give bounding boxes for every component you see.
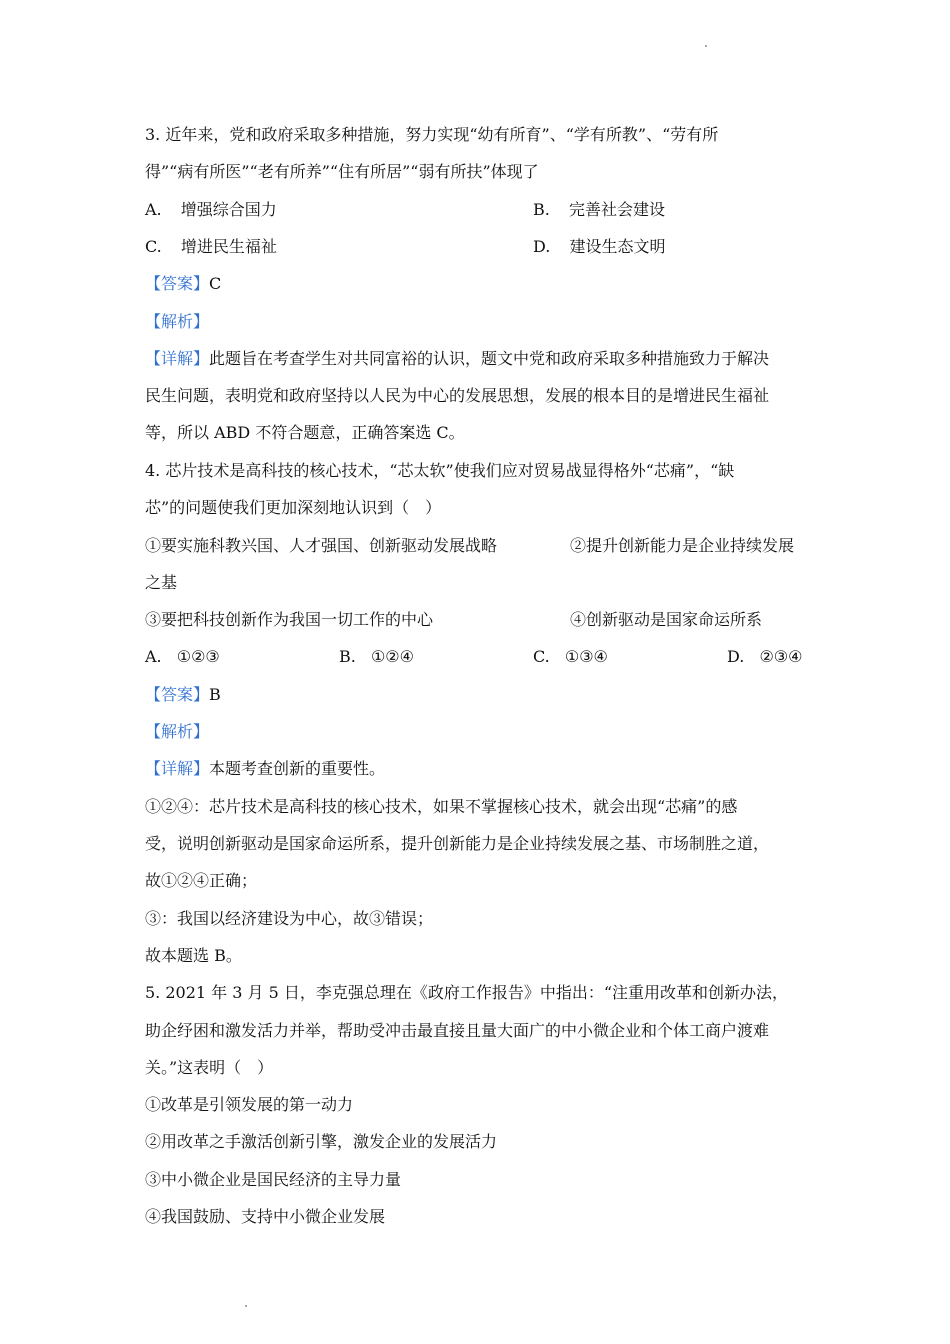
- q3-option-b: B. 完善社会建设: [533, 200, 665, 219]
- q4-option-b: B. ①②④: [339, 647, 414, 666]
- q4-answer: [145, 684, 221, 706]
- q4-option-c: C. ①③④: [533, 647, 608, 666]
- q3-detail-line-2: 民生问题，表明党和政府坚持以人民为中心的发展思想，发展的根本目的是增进民生福祉: [145, 386, 770, 405]
- q3-answer: [145, 273, 221, 295]
- q5-stem-line-2: 助企纾困和激发活力并举，帮助受冲击最直接且量大面广的中小微企业和个体工商户渡难: [145, 1021, 770, 1040]
- detail-tag: 【详解】: [145, 349, 210, 368]
- q4-detail-line-3: 受，说明创新驱动是国家命运所系，提升创新能力是企业持续发展之基、市场制胜之道，: [145, 834, 770, 853]
- q5-item-3: ③中小微企业是国民经济的主导力量: [145, 1170, 402, 1189]
- q5-item-4: ④我国鼓励、支持中小微企业发展: [145, 1207, 386, 1226]
- q4-detail-line-2: ①②④：芯片技术是高科技的核心技术，如果不掌握核心技术，就会出现“芯痛”的感: [145, 797, 738, 816]
- q3-detail-line-3: 等，所以 ABD 不符合题意，正确答案选 C。: [145, 423, 465, 442]
- q3-stem-line-1: 3. 近年来，党和政府采取多种措施，努力实现“幼有所育”、“学有所教”、“劳有所: [145, 125, 719, 144]
- q4-detail-line-6: 故本题选 B。: [145, 946, 242, 965]
- q5-item-1: ①改革是引领发展的第一动力: [145, 1095, 354, 1114]
- q3-option-c: C. 增进民生福祉: [145, 237, 277, 256]
- detail-tag: 【详解】: [145, 759, 210, 778]
- answer-value: B: [209, 685, 221, 704]
- q4-analysis-tag: 【解析】: [145, 722, 210, 741]
- q4-detail-line-4: 故①②④正确；: [145, 871, 258, 890]
- answer-value: C: [209, 274, 222, 293]
- q4-item-2: ②提升创新能力是企业持续发展: [570, 536, 795, 555]
- q3-stem-line-2: 得”“病有所医”“老有所养”“住有所居”“弱有所扶”体现了: [145, 162, 539, 181]
- q3-option-d: D. 建设生态文明: [533, 237, 666, 256]
- q4-option-d: D. ②③④: [727, 647, 803, 666]
- q4-detail-line-1: 【详解】本题考查创新的重要性。: [145, 759, 386, 778]
- q4-item-1: ①要实施科教兴国、人才强国、创新驱动发展战略: [145, 536, 498, 555]
- q5-stem-line-1: 5. 2021 年 3 月 5 日，李克强总理在《政府工作报告》中指出：“注重用改革和创新办法，: [145, 983, 789, 1002]
- page-mark-bottom: [245, 1305, 247, 1307]
- q4-item-4: ④创新驱动是国家命运所系: [570, 610, 763, 629]
- q3-detail-line-1: 【详解】此题旨在考查学生对共同富裕的认识，题文中党和政府采取多种措施致力于解决: [145, 349, 770, 368]
- answer-tag: 【答案】: [145, 274, 210, 293]
- q3-option-a: A. 增强综合国力: [145, 200, 277, 219]
- q4-stem-line-1: 4. 芯片技术是高科技的核心技术，“芯太软”使我们应对贸易战显得格外“芯痛”，“缺: [145, 461, 735, 480]
- page-mark-top: [705, 45, 707, 47]
- q4-stem-line-2: 芯”的问题使我们更加深刻地认识到（ ）: [145, 498, 442, 517]
- q5-stem-line-3: 关。”这表明（ ）: [145, 1058, 274, 1077]
- q4-detail-line-5: ③：我国以经济建设为中心，故③错误；: [145, 909, 434, 928]
- answer-tag: 【答案】: [145, 685, 210, 704]
- q5-item-2: ②用改革之手激活创新引擎，激发企业的发展活力: [145, 1132, 498, 1151]
- q3-analysis-tag: 【解析】: [145, 312, 210, 331]
- q4-item-3: ③要把科技创新作为我国一切工作的中心: [145, 610, 434, 629]
- q4-item-2-continued: 之基: [145, 573, 178, 592]
- q4-option-a: A. ①②③: [145, 647, 220, 666]
